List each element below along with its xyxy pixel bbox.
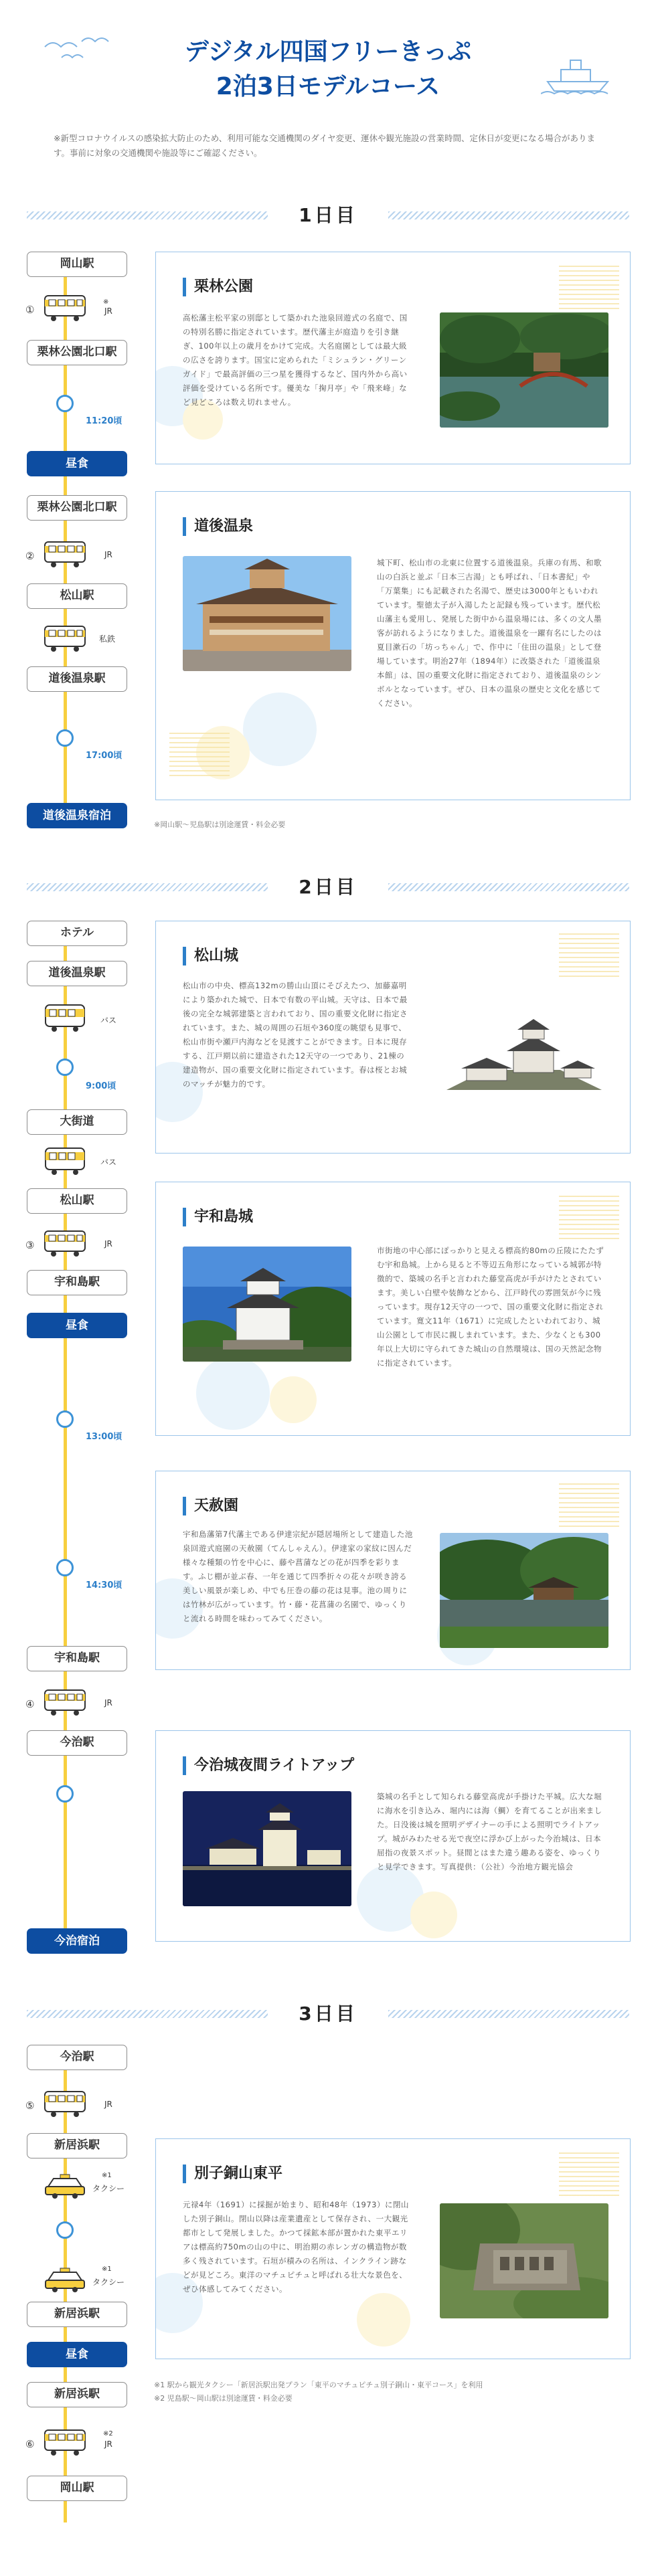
decor-wave — [559, 2152, 619, 2199]
day-1-header — [27, 202, 629, 229]
day-2-header — [27, 874, 629, 901]
timeline-node — [56, 1410, 74, 1428]
uwajima-castle-photo — [183, 1247, 351, 1362]
spot-description: 松山市の中央、標高132mの勝山山頂にそびえたつ、加藤嘉明により築かれた城で、日本で有数の平山城。天守は、日本で最後の完全な城郭建築と言われており、国の重要文化財に指定されています。また、城の周囲の石垣や360度の眺望も見事で、松山市街や瀬戸内海などを見渡すことができます。日本に現存する、江戸期以前に建造された12天守の一つであり、21棟の建造物が、国の重要文化財に指定されています。春は桜とお城のマッチが魅力的です。 — [183, 981, 408, 1089]
spot-title: 松山城 — [183, 947, 238, 965]
spot-description: 築城の名手として知られる藤堂高虎が手掛けた平城。広大な堀に海水を引き込み、堀内には海（鯛）を育てることが出来ました。日没後は城を照明デザイナーの手による照明でライトアップ。城がみわたせる光で夜空に浮かび上がった今治城は、日本屈指の夜景スポット。昼間とはまた違う趣ある姿を、ゆっくりと見学できます。写真提供：（公社）今治地方観光協会 — [377, 1792, 602, 1871]
spot-card — [155, 252, 631, 464]
transport-label: タクシー — [92, 2184, 125, 2193]
fare-note: ※岡山駅〜児島駅は別途運賃・料金必要 — [154, 820, 286, 829]
transport-label: JR — [104, 1698, 112, 1708]
day-label: 2日目 — [299, 876, 357, 898]
day-3-header — [27, 2001, 629, 2027]
hotel-block: 道後温泉宿泊 — [27, 803, 127, 828]
transport-label: バス — [100, 1158, 117, 1167]
spot-description: 城下町、松山市の北東に位置する道後温泉。兵庫の有馬、和歌山の白浜と並ぶ「日本三古湯」とも呼ばれ、「日本書紀」や「万葉集」にも記載された名湯で、歴史は3000年ともいわれています。聖徳太子が入湯したと記録も残っています。歴代松山藩主も愛用し、発展した街中から温泉場には、多くの文人墨客が訪れるようになりました。道後温泉を一躍有名にしたのは夏目漱石の「坊っちゃん」で、作中に「住田の温泉」として登場しています。明治27年（1894年）に改築された「道後温泉本館」は、国の重要文化財に指定されており、道後温泉のシンボルとなっています。ぜひ、日本の温泉の歴史と文化を感じてください。 — [377, 558, 602, 708]
lunch-block: 昼食 — [27, 2342, 127, 2367]
station-uwajima-2: 宇和島駅 — [27, 1646, 127, 1671]
spot-card — [155, 2138, 631, 2359]
page-subtitle: 2泊3日モデルコース — [216, 73, 440, 100]
step-number: ⑤ — [25, 2100, 35, 2112]
station-imabari: 今治駅 — [27, 1730, 127, 1756]
day-label: 3日目 — [299, 2003, 357, 2025]
page-title: デジタル四国フリーきっぷ — [184, 38, 472, 66]
taxi-note: ※1 駅から観光タクシー「新居浜駅出発プラン「東平のマチュピチュ別子銅山・東平コース」を利用 — [154, 2381, 483, 2389]
spot-card — [155, 1730, 631, 1942]
matsuyama-castle-photo — [440, 1010, 608, 1097]
station-matsuyama: 松山駅 — [27, 583, 127, 609]
station-dogo: 道後温泉駅 — [27, 666, 127, 692]
arrival-time: 11:20頃 — [86, 416, 122, 426]
step-number: ③ — [25, 1239, 35, 1251]
besshi-copper-mine-photo — [440, 2203, 608, 2318]
step-number: ⑥ — [25, 2438, 35, 2450]
dogo-onsen-photo — [183, 556, 351, 671]
decor-circle — [410, 1892, 457, 1938]
transport-label: JR — [104, 1239, 112, 1249]
imabari-castle-night-photo — [183, 1791, 351, 1906]
decor-circle — [270, 1376, 317, 1423]
station-hotel: ホテル — [27, 921, 127, 946]
decor-wave — [169, 733, 230, 779]
step-number: ④ — [25, 1698, 35, 1710]
train-icon — [43, 538, 87, 569]
spot-title: 宇和島城 — [183, 1208, 253, 1226]
departure-time: 9:00頃 — [86, 1081, 116, 1091]
transport-mark: ※ — [103, 298, 109, 306]
decor-wave — [559, 1483, 619, 1530]
station-okayama: 岡山駅 — [27, 2476, 127, 2501]
spot-description: 宇和島藩第7代藩主である伊達宗紀が隠居場所として建造した池泉回遊式庭園の天赦園（てんしゃえん）。伊達家の家紋に因んだ様々な種類の竹を中心に、藤や菖蒲などの花が四季を彩ります。ふじ棚が並ぶ春、一年を通じて四季折々の花々が咲き誇る美しい風景が楽しめ、中でも圧巻の藤の花は見事。池の周りには竹林が広がっています。竹・藤・花菖蒲の名園で、ゆっくりと流れる時間を味わってみてください。 — [183, 1530, 413, 1623]
spot-description: 高松藩主松平家の別邸として築かれた池泉回遊式の名庭で、国の特別名勝に指定されています。歴代藩主が庭造りを引き継ぎ、100年以上の歳月をかけて完成。大名庭園としては最大級の広さを誇ります。国宝に定められた「ミシュラン・グリーンガイド」で最高評価の三つ星を獲得するなど、国内外から高い評価を受けている名所です。優美な「掬月亭」や「飛来峰」など見どころは数え切れません。 — [183, 313, 408, 407]
transport-label: タクシー — [92, 2278, 125, 2287]
station-niihama-3: 新居浜駅 — [27, 2382, 127, 2407]
notice-text: ※新型コロナウイルスの感染拡大防止のため、利用可能な交通機関のダイヤ変更、運休や観光施設の営業時間、定休日が変更になる場合があります。事前に対象の交通機関や施設等にご確認ください。 — [54, 133, 595, 158]
station-matsuyama: 松山駅 — [27, 1188, 127, 1214]
time-mark: 13:00頃 — [86, 1432, 122, 1442]
decor-circle — [243, 693, 317, 766]
decor-circle — [196, 1356, 270, 1430]
station-uwajima: 宇和島駅 — [27, 1270, 127, 1295]
taxi-icon — [44, 2173, 86, 2200]
arrival-time: 17:00頃 — [86, 751, 122, 761]
timeline-node — [56, 1559, 74, 1576]
decor-wave — [559, 933, 619, 980]
lunch-block: 昼食 — [27, 451, 127, 476]
station-niihama-2: 新居浜駅 — [27, 2302, 127, 2327]
step-number: ① — [25, 304, 35, 316]
station-imabari: 今治駅 — [27, 2045, 127, 2070]
transport-label: JR — [104, 2100, 112, 2109]
station-okayama: 岡山駅 — [27, 252, 127, 277]
station-ritsurin: 栗林公園北口駅 — [27, 340, 127, 365]
fare-note: ※2 児島駅〜岡山駅は別途運賃・料金必要 — [154, 2394, 293, 2403]
transport-label: 私鉄 — [99, 634, 116, 644]
timeline-node — [56, 1785, 74, 1803]
tenshaen-garden-photo — [440, 1533, 608, 1648]
transport-label: JR — [104, 2440, 112, 2449]
spot-card — [155, 1471, 631, 1670]
bus-icon — [44, 1145, 86, 1176]
station-ritsurin-2: 栗林公園北口駅 — [27, 495, 127, 521]
station-okaido: 大街道 — [27, 1109, 127, 1135]
timeline-node — [56, 2221, 74, 2239]
train-icon — [43, 1686, 87, 1717]
spot-description: 市街地の中心部にぽっかりと見える標高約80mの丘陵にたたずむ宇和島城。上から見ると不等辺五角形になっている城郭が特徴的で、築城の名手と言われた藤堂高虎が手がけたとされています。美しい白壁や装飾などから、江戸時代の雰囲気が今に残っています。現存12天守の一つで、国の重要文化財に指定されています。寛文11年（1671）に完成したといわれており、城山公園として市民に親しまれています。また、少なくとも300年以上大切に守られてきた城山の自然環境は、国の天然記念物に指定されています。 — [377, 1246, 604, 1368]
tram-icon — [43, 622, 87, 653]
spot-card — [155, 921, 631, 1154]
timeline-node — [56, 1059, 74, 1076]
spot-description: 元禄4年（1691）に採掘が始まり、昭和48年（1973）に閉山した別子銅山。閉山以降は産業遺産として保存され、一大観光都市として発展しました。かつて採鉱本部が置かれた東平エリアは標高約750mの山の中に、明治期の赤レンガの構造物が数多く残されています。石垣が積みの名所は、インクライン跡などが見どころ。東洋のマチュピチュと呼ばれる壮大な景色を、ぜひ体感してみてください。 — [183, 2200, 409, 2294]
transport-mark: ※1 — [102, 2172, 112, 2179]
spot-card — [155, 1182, 631, 1436]
decor-wave — [559, 266, 619, 312]
transport-mark: ※2 — [103, 2430, 113, 2437]
decor-circle — [357, 2293, 410, 2347]
lunch-block: 昼食 — [27, 1313, 127, 1338]
train-icon — [43, 2088, 87, 2118]
transport-label: JR — [104, 550, 112, 559]
step-number: ② — [25, 550, 35, 562]
bus-icon — [44, 1002, 86, 1033]
spot-title: 別子銅山東平 — [183, 2165, 282, 2183]
timeline-node — [56, 729, 74, 747]
train-icon — [43, 2426, 87, 2457]
hotel-block: 今治宿泊 — [27, 1928, 127, 1954]
timeline-node — [56, 395, 74, 412]
day-label: 1日目 — [299, 204, 357, 226]
spot-title: 今治城夜間ライトアップ — [183, 1756, 354, 1775]
ritsurin-garden-photo — [440, 312, 608, 428]
transport-mark: ※1 — [102, 2266, 112, 2273]
spot-title: 天赦園 — [183, 1497, 238, 1515]
station-niihama: 新居浜駅 — [27, 2133, 127, 2158]
spot-card — [155, 491, 631, 800]
spot-title: 栗林公園 — [183, 278, 253, 296]
transport-label: バス — [100, 1016, 117, 1025]
station-dogo: 道後温泉駅 — [27, 961, 127, 986]
train-icon — [43, 292, 87, 323]
taxi-icon — [44, 2267, 86, 2294]
spot-title: 道後温泉 — [183, 517, 253, 536]
train-icon — [43, 1227, 87, 1258]
decor-wave — [559, 1196, 619, 1243]
transport-label: JR — [104, 306, 112, 316]
time-mark: 14:30頃 — [86, 1580, 122, 1590]
